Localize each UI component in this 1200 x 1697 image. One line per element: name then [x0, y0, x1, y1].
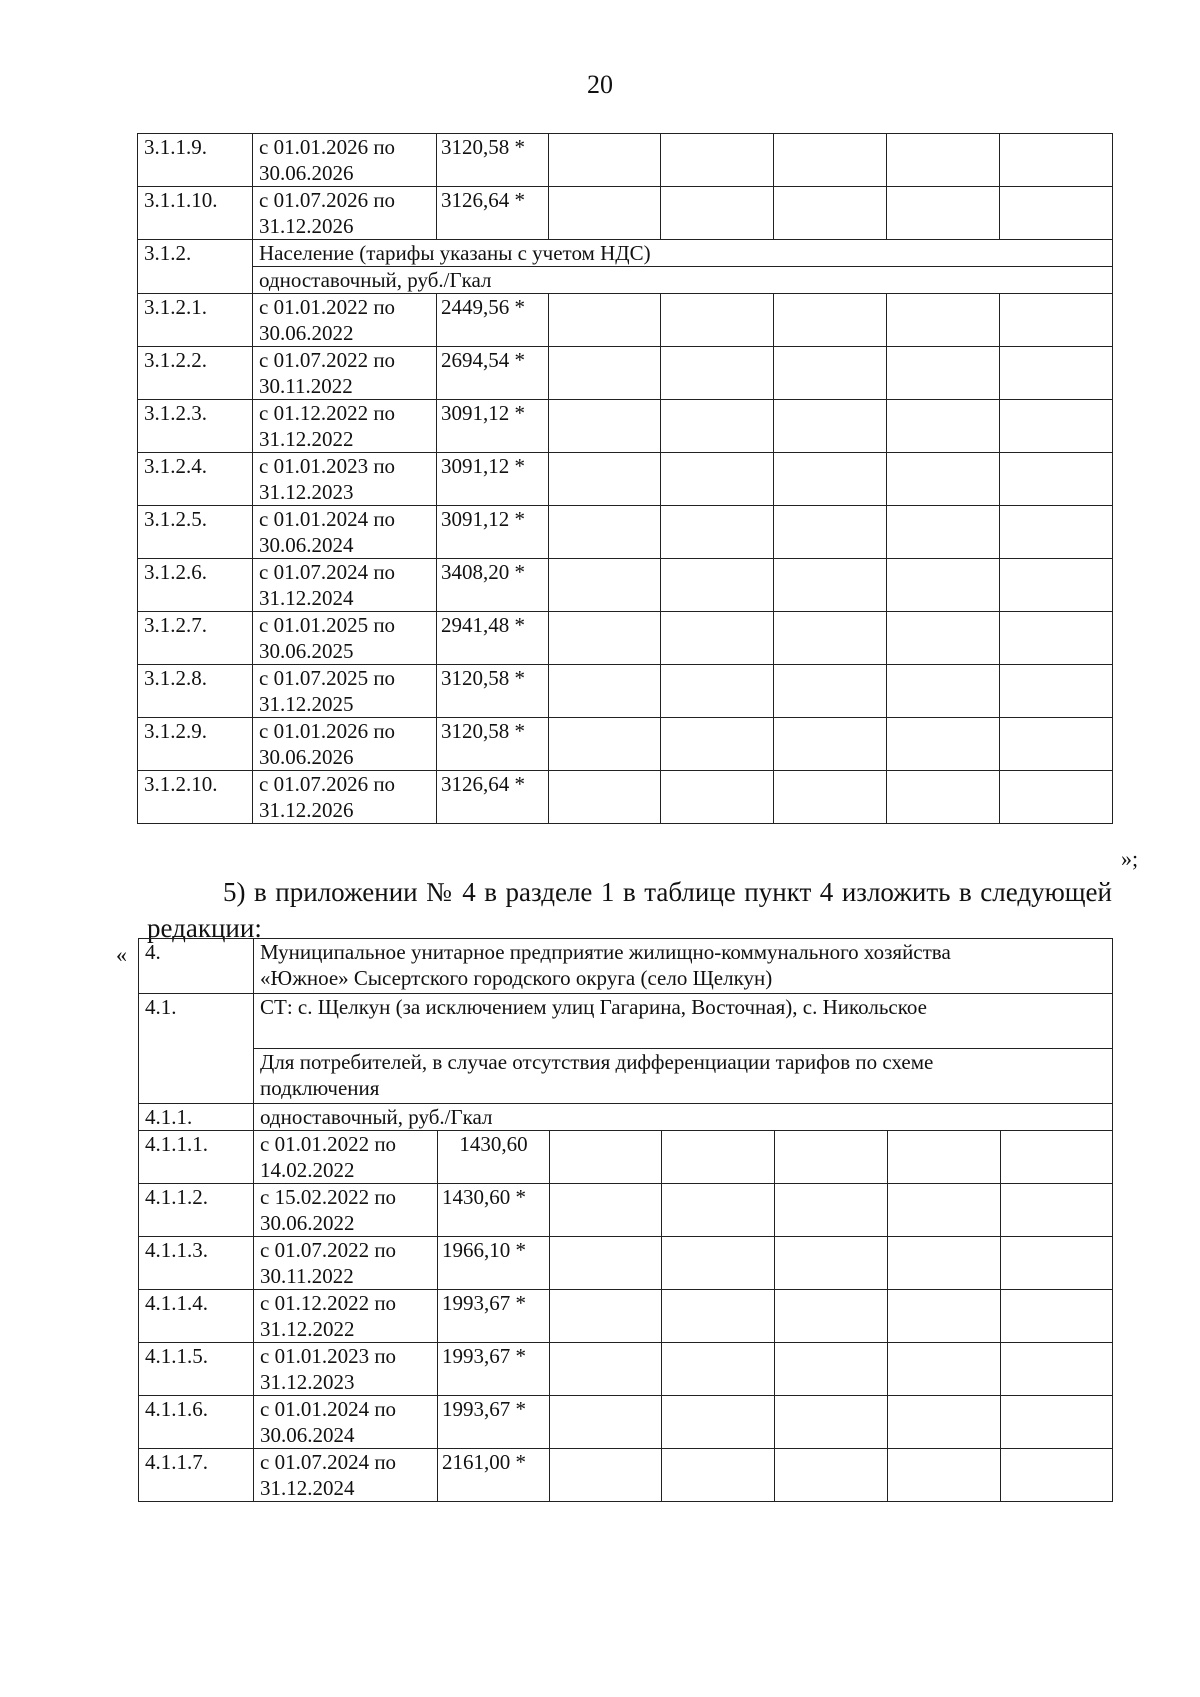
period-end: 30.06.2022 [260, 1211, 355, 1235]
empty-cell [888, 1449, 1001, 1502]
period-end: 31.12.2022 [260, 1317, 355, 1341]
period-cell [254, 1237, 438, 1290]
period-start: с 01.01.2026 по [259, 719, 396, 743]
period-cell [254, 1290, 438, 1343]
empty-cell [1000, 453, 1113, 506]
empty-cell [775, 1237, 888, 1290]
empty-cell [1001, 1343, 1113, 1396]
period-start: с 01.01.2026 по [259, 135, 396, 159]
period-cell [253, 453, 437, 506]
empty-cell [661, 347, 774, 400]
empty-cell [1000, 771, 1113, 824]
row-number: 3.1.2.7. [138, 612, 253, 665]
empty-cell [775, 1131, 888, 1184]
period-start: с 01.01.2024 по [259, 507, 396, 531]
period-row [139, 1449, 1113, 1502]
tariff-value: 3120,58 * [437, 134, 549, 187]
empty-cell [661, 771, 774, 824]
empty-cell [887, 134, 1000, 187]
empty-cell [887, 187, 1000, 240]
empty-cell [775, 1449, 888, 1502]
group-row [138, 240, 1113, 267]
period-end: 31.12.2025 [259, 692, 354, 716]
rate-row [139, 1104, 1113, 1131]
period-start: с 01.07.2022 по [260, 1238, 397, 1262]
consumers-line1: Для потребителей, в случае отсутствия дифференциации тарифов по схеме [260, 1050, 934, 1074]
period-row [139, 1184, 1113, 1237]
tariff-value: 2694,54 * [437, 347, 549, 400]
period-start: с 01.07.2026 по [259, 188, 396, 212]
empty-cell [774, 718, 887, 771]
period-start: с 01.12.2022 по [259, 401, 396, 425]
period-cell [253, 506, 437, 559]
empty-cell [1001, 1396, 1113, 1449]
empty-cell [661, 612, 774, 665]
empty-cell [661, 294, 774, 347]
period-end: 31.12.2023 [260, 1370, 355, 1394]
empty-cell [549, 665, 661, 718]
empty-cell [662, 1237, 775, 1290]
empty-cell [888, 1343, 1001, 1396]
empty-cell [888, 1131, 1001, 1184]
empty-cell [550, 1237, 662, 1290]
empty-cell [1000, 187, 1113, 240]
empty-cell [887, 506, 1000, 559]
empty-cell [550, 1184, 662, 1237]
period-start: с 01.07.2022 по [259, 348, 396, 372]
empty-cell [661, 506, 774, 559]
empty-cell [549, 718, 661, 771]
empty-cell [549, 134, 661, 187]
period-start: с 15.02.2022 по [260, 1185, 397, 1209]
empty-cell [549, 400, 661, 453]
row-number: 3.1.2.1. [138, 294, 253, 347]
consumers-cell [254, 1049, 1113, 1104]
empty-cell [661, 665, 774, 718]
period-start: с 01.07.2026 по [259, 772, 396, 796]
period-end: 30.06.2024 [259, 533, 354, 557]
tariff-value: 3091,12 * [437, 400, 549, 453]
empty-cell [775, 1184, 888, 1237]
row-number: 3.1.2. [138, 240, 253, 294]
period-cell [253, 187, 437, 240]
empty-cell [775, 1396, 888, 1449]
empty-cell [1001, 1237, 1113, 1290]
period-end: 30.11.2022 [259, 374, 353, 398]
period-cell [254, 1184, 438, 1237]
period-end: 30.06.2026 [259, 745, 354, 769]
empty-cell [887, 400, 1000, 453]
period-end: 14.02.2022 [260, 1158, 355, 1182]
period-row [138, 294, 1113, 347]
row-number: 4.1.1.3. [139, 1237, 254, 1290]
empty-cell [1001, 1290, 1113, 1343]
period-start: с 01.01.2023 по [260, 1344, 397, 1368]
row-number: 4.1.1. [139, 1104, 254, 1131]
period-start: с 01.07.2024 по [260, 1450, 397, 1474]
period-cell [253, 134, 437, 187]
org-name-cell [254, 939, 1113, 994]
tariff-table-4-periods [139, 1131, 1113, 1502]
period-start: с 01.01.2022 по [260, 1132, 397, 1156]
row-number: 4.1.1.7. [139, 1449, 254, 1502]
row-number: 3.1.2.6. [138, 559, 253, 612]
consumers-line2: подключения [260, 1076, 380, 1100]
period-row [139, 1396, 1113, 1449]
rate-type-cell: одноставочный, руб./Гкал [253, 267, 1113, 294]
empty-cell [888, 1184, 1001, 1237]
empty-cell [549, 294, 661, 347]
empty-cell [775, 1290, 888, 1343]
empty-cell [1000, 506, 1113, 559]
rate-type-cell: одноставочный, руб./Гкал [254, 1104, 1113, 1131]
empty-cell [774, 400, 887, 453]
tariff-value: 3126,64 * [437, 771, 549, 824]
tariff-value: 3120,58 * [437, 665, 549, 718]
period-cell [253, 400, 437, 453]
empty-cell [774, 347, 887, 400]
row-number: 4.1.1.6. [139, 1396, 254, 1449]
period-cell [253, 718, 437, 771]
tariff-table-4 [138, 938, 1113, 1502]
empty-cell [549, 187, 661, 240]
empty-cell [1001, 1449, 1113, 1502]
row-number: 3.1.2.4. [138, 453, 253, 506]
period-row [138, 559, 1113, 612]
period-cell [254, 1396, 438, 1449]
period-cell [253, 665, 437, 718]
period-start: с 01.07.2024 по [259, 560, 396, 584]
tariff-value: 1993,67 * [438, 1343, 550, 1396]
empty-cell [774, 665, 887, 718]
tariff-value: 2941,48 * [437, 612, 549, 665]
period-start: с 01.12.2022 по [260, 1291, 397, 1315]
period-start: с 01.07.2025 по [259, 666, 396, 690]
tariff-value: 3120,58 * [437, 718, 549, 771]
closing-quote: »; [1121, 846, 1139, 871]
group-title: Население (тарифы указаны с учетом НДС) [253, 240, 1113, 267]
tariff-value: 1993,67 * [438, 1396, 550, 1449]
period-row [138, 134, 1113, 187]
empty-cell [774, 612, 887, 665]
row-number: 3.1.2.9. [138, 718, 253, 771]
empty-cell [662, 1290, 775, 1343]
period-end: 31.12.2022 [259, 427, 354, 451]
empty-cell [549, 453, 661, 506]
period-row [138, 771, 1113, 824]
period-start: с 01.01.2025 по [259, 613, 396, 637]
empty-cell [1000, 559, 1113, 612]
org-name-line1: Муниципальное унитарное предприятие жилищно-коммунального хозяйства [260, 940, 951, 964]
tariff-value: 1430,60 * [438, 1184, 550, 1237]
period-row [138, 718, 1113, 771]
empty-cell [774, 771, 887, 824]
empty-cell [661, 718, 774, 771]
row-number: 4.1.1.1. [139, 1131, 254, 1184]
row-number: 3.1.2.5. [138, 506, 253, 559]
period-end: 31.12.2023 [259, 480, 354, 504]
empty-cell [549, 347, 661, 400]
period-cell [253, 559, 437, 612]
tariff-table-3-1 [137, 133, 1113, 824]
period-end: 30.06.2022 [259, 321, 354, 345]
empty-cell [887, 665, 1000, 718]
tariff-value: 1993,67 * [438, 1290, 550, 1343]
empty-cell [774, 187, 887, 240]
tariff-table-3-1-body [138, 134, 1113, 824]
empty-cell [774, 559, 887, 612]
org-row [139, 939, 1113, 994]
row-number: 3.1.2.10. [138, 771, 253, 824]
empty-cell [887, 294, 1000, 347]
empty-cell [888, 1237, 1001, 1290]
empty-cell [549, 771, 661, 824]
period-row [138, 612, 1113, 665]
tariff-table-4-body [139, 939, 1113, 1131]
empty-cell [887, 612, 1000, 665]
empty-cell [774, 453, 887, 506]
period-end: 30.06.2025 [259, 639, 354, 663]
empty-cell [549, 506, 661, 559]
st-location-cell: СТ: с. Щелкун (за исключением улиц Гагарина, Восточная), с. Никольское [254, 994, 1113, 1049]
empty-cell [549, 612, 661, 665]
empty-cell [662, 1396, 775, 1449]
empty-cell [1000, 718, 1113, 771]
empty-cell [550, 1343, 662, 1396]
period-row [138, 453, 1113, 506]
period-row [138, 506, 1113, 559]
empty-cell [1000, 612, 1113, 665]
period-end: 30.11.2022 [260, 1264, 354, 1288]
period-cell [253, 347, 437, 400]
empty-cell [887, 771, 1000, 824]
row-number: 3.1.1.9. [138, 134, 253, 187]
empty-cell [775, 1343, 888, 1396]
tariff-value: 3408,20 * [437, 559, 549, 612]
empty-cell [1000, 134, 1113, 187]
tariff-value: 1966,10 * [438, 1237, 550, 1290]
row-number: 4.1.1.5. [139, 1343, 254, 1396]
empty-cell [774, 134, 887, 187]
org-name-line2: «Южное» Сысертского городского округа (село Щелкун) [260, 966, 773, 990]
row-number: 4.1.1.2. [139, 1184, 254, 1237]
row-number: 3.1.2.3. [138, 400, 253, 453]
empty-cell [550, 1396, 662, 1449]
row-number: 4.1. [139, 994, 254, 1104]
period-end: 31.12.2026 [259, 214, 354, 238]
empty-cell [661, 400, 774, 453]
row-number: 3.1.2.2. [138, 347, 253, 400]
empty-cell [662, 1184, 775, 1237]
empty-cell [1001, 1131, 1113, 1184]
period-row [139, 1237, 1113, 1290]
empty-cell [550, 1449, 662, 1502]
period-end: 30.06.2026 [259, 161, 354, 185]
period-cell [253, 612, 437, 665]
empty-cell [1000, 400, 1113, 453]
period-start: с 01.01.2024 по [260, 1397, 397, 1421]
tariff-value: 2161,00 * [438, 1449, 550, 1502]
tariff-value: 2449,56 * [437, 294, 549, 347]
period-cell [254, 1131, 438, 1184]
period-start: с 01.01.2022 по [259, 295, 396, 319]
row-number: 3.1.2.8. [138, 665, 253, 718]
empty-cell [661, 187, 774, 240]
consumers-row [139, 1049, 1113, 1104]
period-cell [254, 1449, 438, 1502]
empty-cell [887, 347, 1000, 400]
group-rate-row [138, 267, 1113, 294]
empty-cell [550, 1131, 662, 1184]
empty-cell [1000, 294, 1113, 347]
empty-cell [888, 1396, 1001, 1449]
row-number: 3.1.1.10. [138, 187, 253, 240]
st-row [139, 994, 1113, 1049]
empty-cell [774, 506, 887, 559]
period-row [138, 347, 1113, 400]
period-row [138, 400, 1113, 453]
period-end: 31.12.2024 [260, 1476, 355, 1500]
empty-cell [661, 134, 774, 187]
period-cell [253, 294, 437, 347]
empty-cell [662, 1131, 775, 1184]
period-row [138, 665, 1113, 718]
page-number: 20 [587, 70, 613, 99]
empty-cell [1000, 347, 1113, 400]
period-row [138, 187, 1113, 240]
empty-cell [662, 1449, 775, 1502]
period-row [139, 1290, 1113, 1343]
empty-cell [549, 559, 661, 612]
amendment-paragraph: 5) в приложении № 4 в разделе 1 в таблице пункт 4 изложить в следующей редакции: [147, 877, 1112, 943]
row-number: 4.1.1.4. [139, 1290, 254, 1343]
empty-cell [887, 453, 1000, 506]
empty-cell [888, 1290, 1001, 1343]
period-start: с 01.01.2023 по [259, 454, 396, 478]
tariff-value: 3091,12 * [437, 453, 549, 506]
row-number: 4. [139, 939, 254, 994]
period-cell [254, 1343, 438, 1396]
opening-quote: « [116, 942, 127, 967]
empty-cell [887, 559, 1000, 612]
empty-cell [661, 559, 774, 612]
empty-cell [662, 1343, 775, 1396]
empty-cell [887, 718, 1000, 771]
empty-cell [1000, 665, 1113, 718]
period-row [139, 1343, 1113, 1396]
tariff-value: 1430,60 [438, 1131, 550, 1184]
empty-cell [550, 1290, 662, 1343]
period-cell [253, 771, 437, 824]
period-end: 30.06.2024 [260, 1423, 355, 1447]
empty-cell [1001, 1184, 1113, 1237]
period-end: 31.12.2026 [259, 798, 354, 822]
period-row [139, 1131, 1113, 1184]
empty-cell [774, 294, 887, 347]
empty-cell [661, 453, 774, 506]
tariff-value: 3091,12 * [437, 506, 549, 559]
tariff-value: 3126,64 * [437, 187, 549, 240]
period-end: 31.12.2024 [259, 586, 354, 610]
